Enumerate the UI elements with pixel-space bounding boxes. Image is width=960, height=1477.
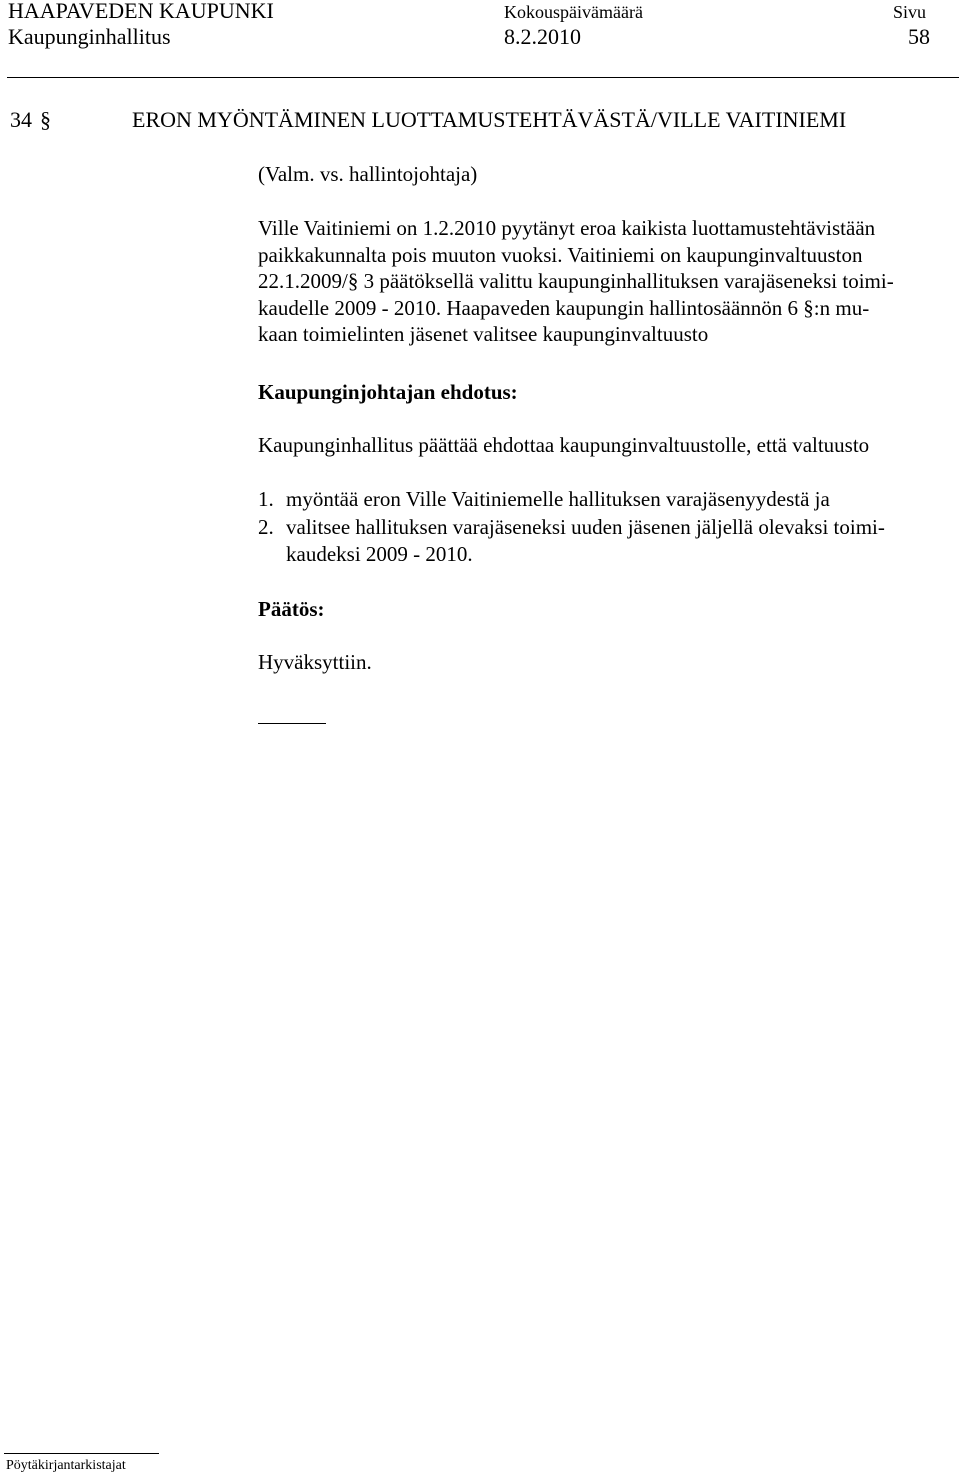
intro-line: kaan toimielinten jäsenet valitsee kaupunginvaltuusto [258,322,709,346]
meeting-date-label: Kokouspäivämäärä [504,2,643,22]
intro-paragraph [258,215,958,348]
body-name: Kaupunginhallitus [8,24,171,49]
footer-label: Pöytäkirjantarkistajat [6,1458,126,1473]
header-rule [7,77,959,78]
section-symbol: § [40,107,51,132]
list-text: myöntää eron Ville Vaitiniemelle hallituksen varajäsenyydestä ja [286,487,830,511]
footer-rule [4,1453,159,1454]
decision-rule [258,723,326,724]
intro-line: Ville Vaitiniemi on 1.2.2010 pyytänyt eroa kaikista luottamustehtävistään [258,216,876,240]
organization-name: HAAPAVEDEN KAUPUNKI [8,0,274,23]
decision-heading: Päätös: [258,597,325,621]
page-number: 58 [908,24,930,49]
proposal-heading: Kaupunginjohtajan ehdotus: [258,380,518,404]
page-label: Sivu [893,2,927,22]
list-number: 1. [258,487,274,511]
preparer-note: (Valm. vs. hallintojohtaja) [258,162,478,186]
proposal-text: Kaupunginhallitus päättää ehdottaa kaupunginvaltuustolle, että valtuusto [258,433,870,457]
section-title: ERON MYÖNTÄMINEN LUOTTAMUSTEHTÄVÄSTÄ/VILLE VAITINIEMI [132,107,847,132]
intro-line: 22.1.2009/§ 3 päätöksellä valittu kaupunginhallituksen varajäseneksi toimi- [258,269,894,293]
meeting-date: 8.2.2010 [504,24,581,49]
intro-line: paikkakunnalta pois muuton vuoksi. Vaitiniemi on kaupunginvaltuuston [258,242,863,267]
list-number: 2. [258,515,274,539]
intro-line: kaudelle 2009 - 2010. Haapaveden kaupungin hallintosäännön 6 §:n mu- [258,295,870,320]
list-text: valitsee hallituksen varajäseneksi uuden jäsenen jäljellä olevaksi toimi- [286,515,885,539]
section-number: 34 [10,107,32,132]
decision-text: Hyväksyttiin. [258,650,372,674]
list-text: kaudeksi 2009 - 2010. [286,542,473,566]
